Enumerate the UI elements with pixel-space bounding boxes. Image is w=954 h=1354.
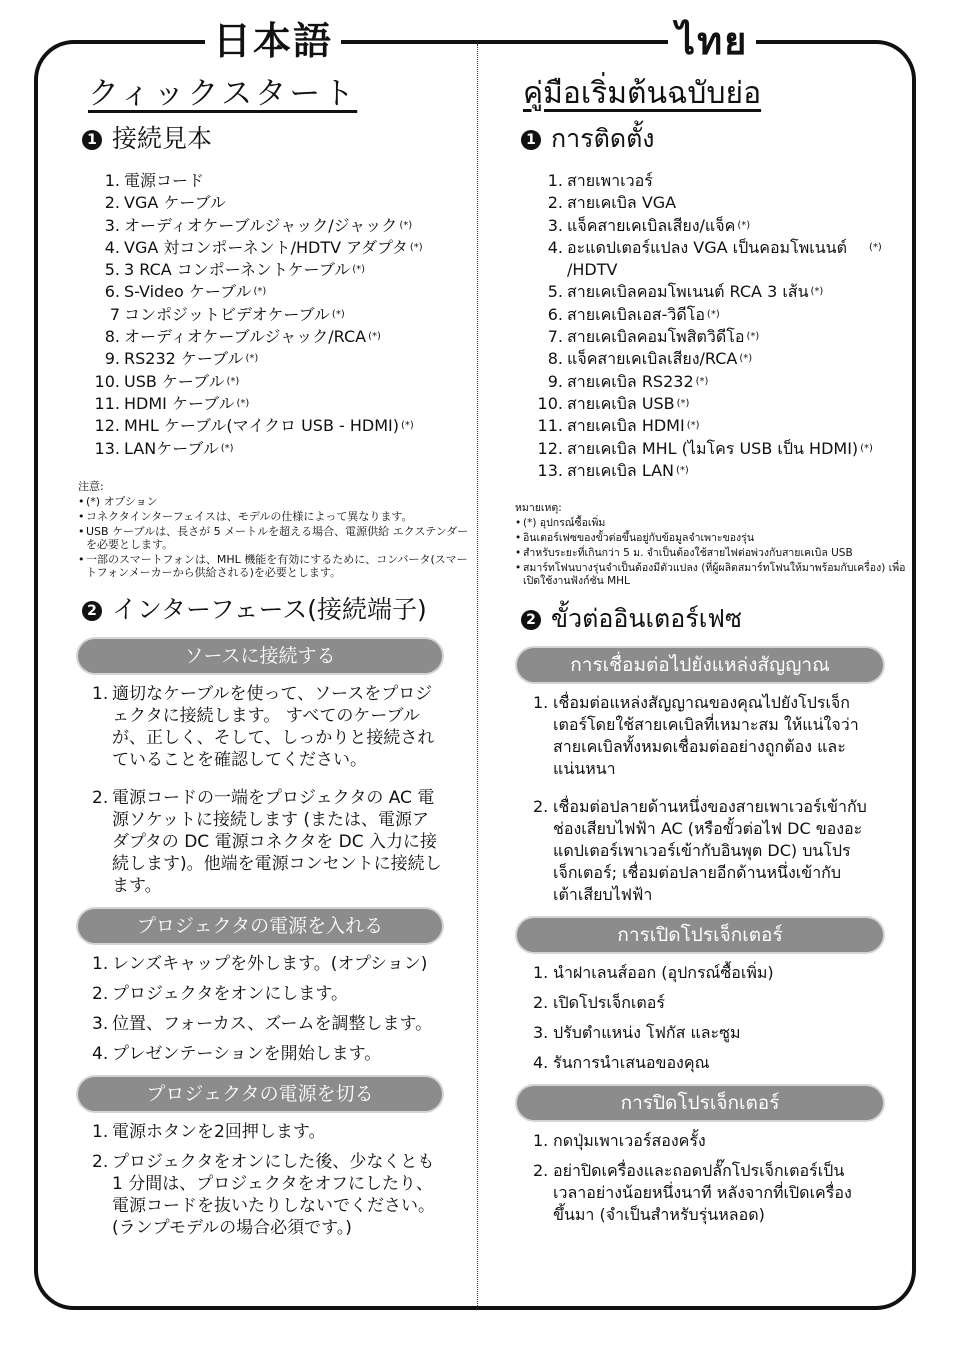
- list-item: 5. สายเคเบิลคอมโพเนนต์ RCA 3 เส้น (*): [547, 282, 824, 302]
- quick-start-heading: คู่มือเริ่มต้นฉบับย่อ: [523, 76, 762, 111]
- power-on-header: プロジェクタの電源を入れる: [78, 909, 442, 943]
- list-item: 2. สายเคเบิล VGA: [547, 193, 677, 213]
- list-item: 1. กดปุ่มเพาเวอร์สองครั้ง: [533, 1131, 706, 1151]
- list-item: 4. プレゼンテーションを開始します。: [92, 1043, 382, 1064]
- notes: [515, 502, 915, 588]
- list-item: 5. 3 RCA コンポーネントケーブル (*): [104, 260, 366, 280]
- list-item: 11. HDMI ケーブル (*): [94, 393, 250, 413]
- section-connection-title: 1 接続見本: [82, 122, 472, 156]
- list-item: 2. VGA ケーブル: [104, 193, 226, 213]
- power-on-header: การเปิดโปรเจ็กเตอร์: [517, 918, 883, 952]
- list-item: • (*) อุปกรณ์ซื้อเพิ่ม: [515, 517, 915, 530]
- language-title-japanese: 日本語: [205, 12, 341, 70]
- list-item: 7. สายเคเบิลคอมโพสิตวิดีโอ (*): [547, 327, 760, 347]
- list-item: 13. สายเคเบิล LAN (*): [537, 460, 689, 480]
- cable-list: [88, 170, 472, 460]
- list-item: • 一部のスマートフォンは、MHL 機能を有効にするために、コンバータ(スマートフォンメーカーから供給される)を必要とします。: [78, 553, 472, 579]
- list-item: • สำหรับระยะที่เกินกว่า 5 ม. จำเป็นต้องใช้สายไฟต่อพ่วงกับสายเคเบิล USB: [515, 547, 915, 560]
- section-interface-title: 2 ขั้วต่ออินเตอร์เฟซ: [521, 602, 915, 636]
- list-item: 9. สายเคเบิล RS232 (*): [547, 371, 709, 391]
- list-item: 8. オーディオケーブルジャック/RCA (*): [104, 327, 381, 347]
- list-item: 1. 電源コード: [104, 171, 205, 190]
- list-item: 3. ปรับตำแหน่ง โฟกัส และซูม: [533, 1023, 741, 1043]
- list-item: 9. RS232 ケーブル (*): [104, 349, 259, 369]
- list-item: 4. อะแดปเตอร์แปลง VGA เป็นคอมโพเนนต์ /HDTV (*): [547, 237, 882, 280]
- list-item: 13. LANケーブル (*): [94, 438, 234, 458]
- list-item: 1. 適切なケーブルを使って、ソースをプロジェクタに接続します。 すべてのケーブルが、正しく、そして、しっかりと接続されていることを確認してください。: [92, 683, 435, 770]
- list-item: 4. รันการนำเสนอของคุณ: [533, 1053, 710, 1073]
- list-item: 10. USB ケーブル (*): [94, 371, 240, 391]
- list-item: 12. MHL ケーブル(マイクロ USB - HDMI) (*): [94, 416, 414, 436]
- list-item: 7 コンポジットビデオケーブル (*): [109, 304, 345, 324]
- list-item: 3. แจ็คสายเคเบิลเสียง/แจ็ค (*): [547, 215, 751, 235]
- list-item: 3. 位置、フォーカス、ズームを調整します。: [92, 1013, 433, 1034]
- list-item: 1. レンズキャップを外します。(オプション): [92, 953, 428, 974]
- quick-start-heading: クィックスタート: [88, 76, 358, 112]
- notes-title: 注意:: [78, 479, 104, 493]
- connect-steps: [533, 692, 915, 906]
- list-item: 1. สายเพาเวอร์: [547, 171, 653, 190]
- number-badge-icon: 1: [521, 130, 541, 150]
- list-item: 2. เปิดโปรเจ็กเตอร์: [533, 993, 665, 1013]
- column-divider: [477, 44, 478, 1306]
- list-item: 2. 電源コードの一端をプロジェクタの AC 電源ソケットに接続します (または、電源アダプタの DC 電源コネクタを DC 入力に接続します)。他端を電源コンセントに接続します。: [92, 787, 442, 896]
- power-on-steps: [92, 953, 472, 1065]
- list-item: 6. สายเคเบิลเอส-วิดีโอ (*): [547, 304, 720, 324]
- list-item: 4. VGA 対コンポーネント/HDTV アダプタ (*): [104, 237, 423, 257]
- language-title-thai: ไทย: [668, 12, 756, 70]
- list-item: 12. สายเคเบิล MHL (ไมโคร USB เป็น HDMI) (*): [537, 438, 873, 458]
- list-item: 1. เชื่อมต่อแหล่งสัญญาณของคุณไปยังโปรเจ็กเตอร์โดยใช้สายเคเบิลที่เหมาะสม ให้แน่ใจว่าสายเคเบิลทั้งหมดเชื่อมต่ออย่างถูกต้อง และ แน่นหนา: [533, 693, 859, 779]
- list-item: • USB ケーブルは、長さが 5 メートルを超える場合、電源供給 エクステンダーを必要とします。: [78, 525, 472, 551]
- list-item: 3. オーディオケーブルジャック/ジャック (*): [104, 215, 413, 235]
- power-off-header: プロジェクタの電源を切る: [78, 1077, 442, 1111]
- list-item: 1. 電源ホタンを2回押します。: [92, 1121, 326, 1142]
- connect-source-header: ソースに接続する: [78, 639, 442, 673]
- notes: [78, 480, 472, 579]
- power-on-steps: [533, 962, 915, 1074]
- list-item: 8. แจ็คสายเคเบิลเสียง/RCA (*): [547, 349, 753, 369]
- thai-column: [515, 74, 915, 1234]
- list-item: 10. สายเคเบิล USB (*): [537, 393, 690, 413]
- japanese-column: [78, 74, 472, 1247]
- list-item: 2. เชื่อมต่อปลายด้านหนึ่งของสายเพาเวอร์เข้ากับช่องเสียบไฟฟ้า AC (หรือขั้วต่อไฟ DC ของอะแดปเตอร์เพาเวอร์เข้ากับอินพุต DC) บนโปรเจ็กเตอร์; เชื่อมต่อปลายอีกด้านหนึ่งเข้ากับเต้าเสียบไฟฟ้า: [533, 797, 867, 905]
- list-item: 1. นำฝาเลนส์ออก (อุปกรณ์ซื้อเพิ่ม): [533, 963, 774, 983]
- connect-steps: [92, 683, 472, 897]
- cable-list: [531, 170, 915, 482]
- list-item: • สมาร์ทโฟนบางรุ่นจำเป็นต้องมีตัวแปลง (ที่ผู้ผลิตสมาร์ทโฟนให้มาพร้อมกับเครื่อง) เพื่อเปิดใช้งานฟังก์ชัน MHL: [515, 562, 915, 588]
- number-badge-icon: 1: [82, 130, 102, 150]
- number-badge-icon: 2: [521, 610, 541, 630]
- list-item: 2. プロジェクタをオンにした後、少なくとも 1 分間は、プロジェクタをオフにしたり、電源コードを抜いたりしないでください。(ランプモデルの場合必須です。): [92, 1151, 435, 1238]
- connect-source-header: การเชื่อมต่อไปยังแหล่งสัญญาณ: [517, 648, 883, 682]
- list-item: • อินเตอร์เฟซของขั้วต่อขึ้นอยู่กับข้อมูลจำเพาะของรุ่น: [515, 532, 915, 545]
- list-item: 6. S-Video ケーブル (*): [104, 282, 267, 302]
- power-off-steps: [92, 1121, 472, 1239]
- list-item: • コネクタインターフェイスは、モデルの仕様によって異なります。: [78, 510, 472, 523]
- list-item: • (*) オプション: [78, 495, 472, 508]
- notes-title: หมายเหตุ:: [515, 502, 562, 515]
- section-connection-title: 1 การติดตั้ง: [521, 122, 915, 156]
- power-off-header: การปิดโปรเจ็กเตอร์: [517, 1086, 883, 1120]
- list-item: 2. อย่าปิดเครื่องและถอดปลั๊กโปรเจ็กเตอร์เป็นเวลาอย่างน้อยหนึ่งนาที หลังจากที่เปิดเครื่องขึ้นมา (จำเป็นสำหรับรุ่นหลอด): [533, 1161, 852, 1225]
- section-interface-title: 2 インターフェース(接続端子): [82, 593, 472, 627]
- list-item: 2. プロジェクタをオンにします。: [92, 983, 348, 1004]
- number-badge-icon: 2: [82, 601, 102, 621]
- list-item: 11. สายเคเบิล HDMI (*): [537, 416, 700, 436]
- power-off-steps: [533, 1130, 915, 1226]
